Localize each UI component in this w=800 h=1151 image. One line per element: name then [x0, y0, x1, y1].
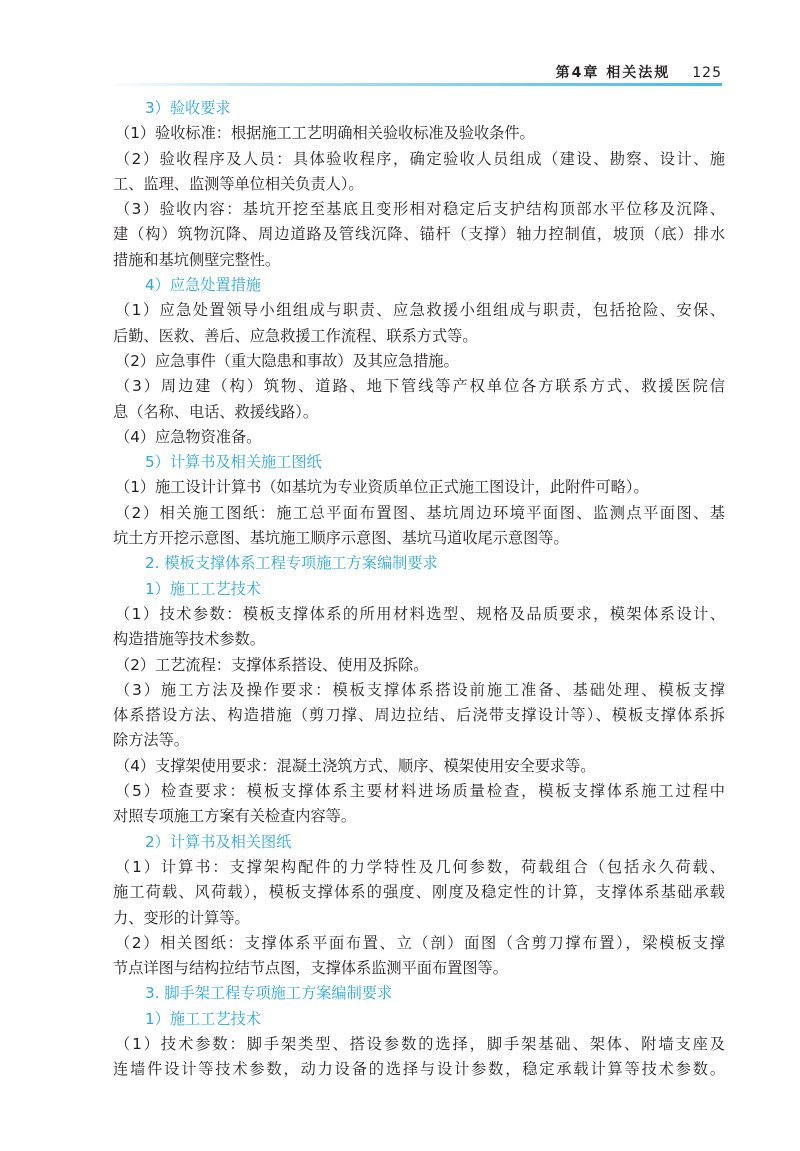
text-line: 对照专项施工方案有关检查内容等。: [113, 807, 356, 826]
page-body: [113, 96, 725, 1083]
text-line: （5）检查要求：模板支撑体系主要材料进场质量检查，模板支撑体系施工过程中: [115, 782, 725, 801]
text-line: （2）工艺流程：支撑体系搭设、使用及拆除。: [115, 655, 429, 674]
text-line: 构造措施等技术参数。: [113, 630, 265, 649]
text-line: 后勤、医救、善后、应急救援工作流程、联系方式等。: [113, 326, 478, 345]
page-number: 125: [692, 65, 722, 81]
subheading-construction-tech: 1）施工工艺技术: [145, 579, 261, 598]
text-line: 息（名称、电话、救援线路）。: [113, 402, 319, 421]
text-line: （4）支撑架使用要求：混凝土浇筑方式、顺序、模架使用安全要求等。: [115, 756, 596, 775]
subheading-construction-tech: 1）施工工艺技术: [145, 1009, 261, 1028]
text-line: 连墙件设计等技术参数，动力设备的选择与设计参数，稳定承载计算等技术参数。: [113, 1060, 725, 1079]
text-line: 除方法等。: [113, 731, 189, 750]
text-line: （4）应急物资准备。: [115, 427, 262, 446]
subheading-emergency: 4）应急处置措施: [145, 276, 261, 295]
text-line: （2）相关施工图纸：施工总平面布置图、基坑周边环境平面图、监测点平面图、基: [115, 503, 725, 522]
running-head: [556, 62, 722, 82]
text-line: （1）应急处置领导小组组成与职责、应急救援小组组成与职责，包括抢险、安保、: [115, 301, 725, 320]
text-line: （2）验收程序及人员：具体验收程序，确定验收人员组成（建设、勘察、设计、施: [115, 149, 725, 168]
header-rule: [110, 83, 722, 86]
text-line: （1）技术参数：脚手架类型、搭设参数的选择，脚手架基础、架体、附墙支座及: [115, 1034, 725, 1053]
section-heading-scaffold: 3. 脚手架工程专项施工方案编制要求: [145, 984, 393, 1003]
page-header: [110, 56, 722, 86]
subheading-acceptance: 3）验收要求: [145, 99, 231, 117]
subheading-calc-drawings: 2）计算书及相关图纸: [145, 832, 292, 851]
text-line: 建（构）筑物沉降、周边道路及管线沉降、锚杆（支撑）轴力控制值，坡顶（底）排水: [113, 225, 725, 244]
text-line: （2）相关图纸：支撑体系平面布置、立（剖）面图（含剪刀撑布置），梁模板支撑: [115, 933, 725, 952]
text-line: （1）计算书：支撑架构配件的力学特性及几何参数，荷载组合（包括永久荷载、: [115, 857, 725, 876]
subheading-calculations: 5）计算书及相关施工图纸: [145, 453, 322, 472]
text-line: （1）技术参数：模板支撑体系的所用材料选型、规格及品质要求，模架体系设计、: [115, 604, 725, 623]
text-line: 施工荷载、风荷载），模板支撑体系的强度、刚度及稳定性的计算，支撑体系基础承载: [113, 883, 725, 902]
text-line: 坑土方开挖示意图、基坑施工顺序示意图、基坑马道收尾示意图等。: [113, 529, 569, 548]
chapter-title: 第4章 相关法规: [555, 65, 671, 81]
text-line: （3）施工方法及操作要求：模板支撑体系搭设前施工准备、基础处理、模板支撑: [115, 680, 725, 699]
section-heading-formwork: 2. 模板支撑体系工程专项施工方案编制要求: [145, 554, 438, 573]
text-line: （3）验收内容：基坑开挖至基底且变形相对稳定后支护结构顶部水平位移及沉降、: [115, 200, 725, 219]
text-line: （3）周边建（构）筑物、道路、地下管线等产权单位各方联系方式、救援医院信: [115, 377, 725, 396]
text-line: 力、变形的计算等。: [113, 908, 250, 927]
text-line: （1）验收标准：根据施工工艺明确相关验收标准及验收条件。: [115, 124, 535, 143]
text-line: 措施和基坑侧壁完整性。: [113, 250, 281, 269]
text-line: 体系搭设方法、构造措施（剪刀撑、周边拉结、后浇带支撑设计等）、模板支撑体系拆: [113, 706, 725, 725]
text-line: （2）应急事件（重大隐患和事故）及其应急措施。: [115, 351, 459, 370]
text-line: （1）施工设计计算书（如基坑为专业资质单位正式施工图设计，此附件可略）。: [115, 478, 649, 497]
text-line: 工、监理、监测等单位相关负责人）。: [113, 174, 364, 193]
text-line: 节点详图与结构拉结节点图，支撑体系监测平面布置图等。: [113, 959, 508, 978]
